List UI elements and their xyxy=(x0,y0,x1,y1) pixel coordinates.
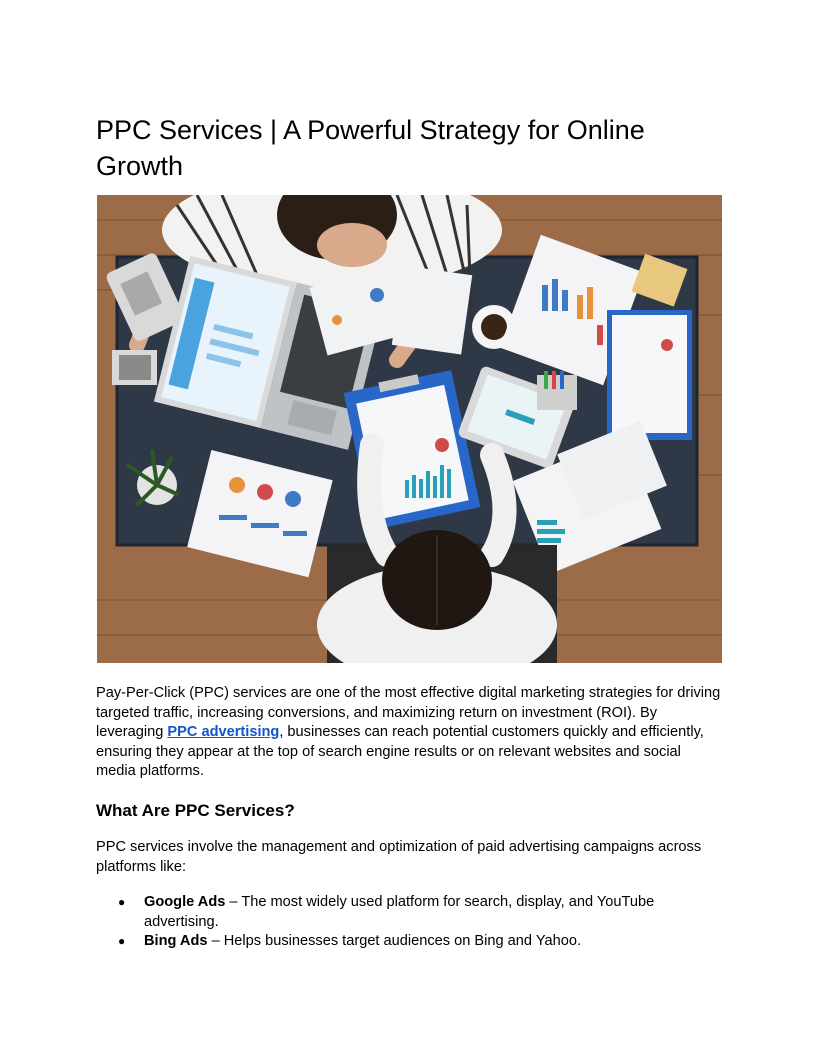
section-paragraph: PPC services involve the management and optimization of paid advertising campaigns across platforms like: xyxy=(96,839,702,875)
list-item xyxy=(96,932,721,952)
list-item-text: – Helps businesses target audiences on Bing and Yahoo. xyxy=(207,933,581,950)
list-item-title: Google Ads xyxy=(144,894,226,910)
list-item xyxy=(96,893,721,932)
hero-image xyxy=(97,195,722,663)
bullet-icon: ● xyxy=(118,895,126,909)
list-item-text: – The most widely used platform for search, display, and YouTube advertising. xyxy=(144,894,655,930)
intro-paragraph xyxy=(96,684,721,782)
platform-list xyxy=(96,893,721,952)
section-heading: What Are PPC Services? xyxy=(96,801,295,820)
bullet-icon: ● xyxy=(118,934,126,949)
intro-text-1: Pay-Per-Click (PPC) services are one of the most effective digital marketing strategies for driving targeted traffic, increasing conversions, and maximizing return on investment (ROI). By leveraging xyxy=(96,685,721,741)
ppc-advertising-link[interactable]: PPC advertising xyxy=(167,724,280,741)
list-item-title: Bing Ads xyxy=(144,933,208,950)
office-desk-photo xyxy=(97,195,722,663)
intro-text-2: , businesses can reach potential customers quickly and efficiently, ensuring they appear at the top of search engine results or on relevant websites and social media platforms. xyxy=(96,724,704,780)
page-title: PPC Services | A Powerful Strategy for Online Growth xyxy=(96,115,645,181)
